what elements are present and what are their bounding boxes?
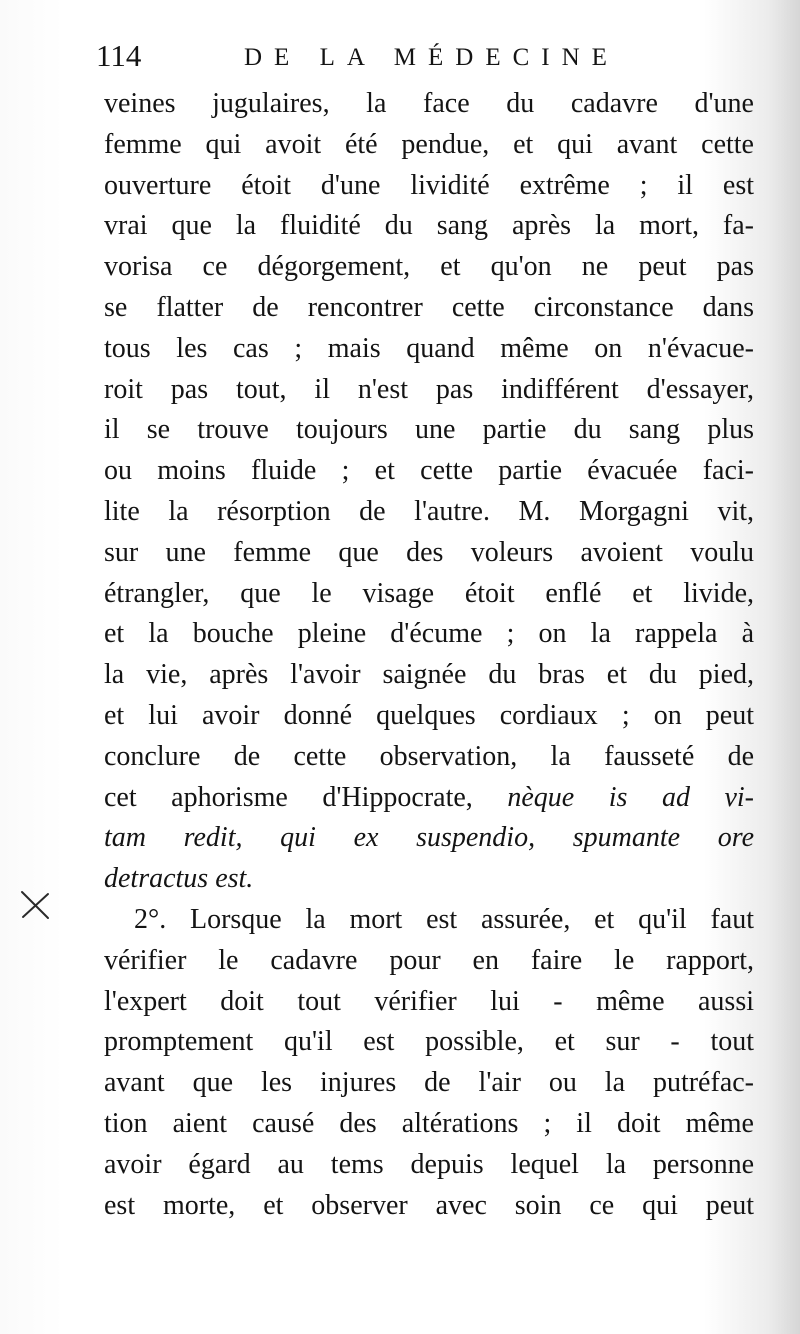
- text-line: sur une femme que des voleurs avoient voulu: [104, 536, 754, 568]
- text-line: avoir égard au tems depuis lequel la personne: [104, 1148, 754, 1180]
- text-line: est morte, et observer avec soin ce qui peut: [104, 1189, 754, 1221]
- text-line: tous les cas ; mais quand même on n'évacue-: [104, 332, 754, 364]
- text-line: se flatter de rencontrer cette circonstance dans: [104, 291, 754, 323]
- text-line: promptement qu'il est possible, et sur - tout: [104, 1026, 754, 1058]
- paragraph-start: 2°. Lorsque la mort est assurée, et qu'il faut: [134, 903, 754, 935]
- text-line: femme qui avoit été pendue, et qui avant cette: [104, 128, 754, 160]
- text-line-mixed: [104, 778, 754, 819]
- running-title: DE LA MÉDECINE: [244, 44, 619, 71]
- text-line: étrangler, que le visage étoit enflé et livide,: [104, 577, 754, 609]
- text-line: l'expert doit tout vérifier lui - même aussi: [104, 985, 754, 1017]
- text-line: veines jugulaires, la face du cadavre d'une: [104, 88, 754, 119]
- text-line: lite la résorption de l'autre. M. Morgagni vit,: [104, 495, 754, 527]
- latin-quote: tam redit, qui ex suspendio, spumante ore: [104, 822, 754, 854]
- page-header: [96, 38, 696, 78]
- latin-quote-end: detractus est.: [104, 863, 254, 895]
- text-line: il se trouve toujours une partie du sang plus: [104, 414, 754, 446]
- text-line: vrai que la fluidité du sang après la mort, fa-: [104, 210, 754, 242]
- text-line: avant que les injures de l'air ou la putréfac-: [104, 1067, 754, 1099]
- text-line: la vie, après l'avoir saignée du bras et du pied,: [104, 659, 754, 691]
- text-line: tion aient causé des altérations ; il doit même: [104, 1107, 754, 1139]
- cross-mark-icon: [18, 888, 52, 922]
- text-line: vorisa ce dégorgement, et qu'on ne peut pas: [104, 251, 754, 283]
- text-line: ouverture étoit d'une lividité extrême ; il est: [104, 169, 754, 201]
- latin-quote-start: nèque is ad vi-: [507, 781, 755, 813]
- text-line: vérifier le cadavre pour en faire le rapport,: [104, 944, 754, 976]
- body-text: [104, 84, 754, 1226]
- page-number: 114: [96, 38, 142, 73]
- text-line-roman: cet aphorisme d'Hippocrate,: [104, 781, 473, 813]
- text-line: conclure de cette observation, la fausseté de: [104, 740, 754, 772]
- text-line: ou moins fluide ; et cette partie évacuée faci-: [104, 455, 754, 487]
- text-line: roit pas tout, il n'est pas indifférent d'essayer,: [104, 373, 754, 405]
- text-line: et la bouche pleine d'écume ; on la rappela à: [104, 618, 754, 650]
- text-line: et lui avoir donné quelques cordiaux ; on peut: [104, 699, 754, 731]
